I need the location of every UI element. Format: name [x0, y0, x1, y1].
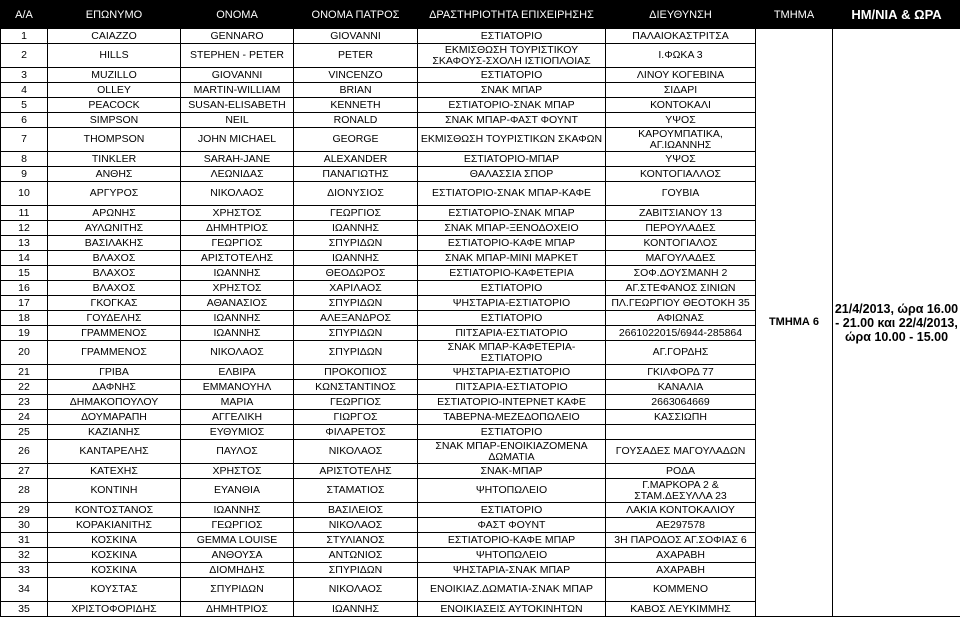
father-name-cell: ΓΙΩΡΓΟΣ	[294, 410, 418, 425]
activity-cell: ΣΝΑΚ ΜΠΑΡ-ΕΝΟΙΚΙΑΖΟΜΕΝΑ ΔΩΜΑΤΙΑ	[418, 440, 606, 464]
surname-cell: MUZILLO	[48, 68, 181, 83]
address-cell: ΑΧΑΡΑΒΗ	[606, 563, 756, 578]
name-cell: ΝΙΚΟΛΑΟΣ	[181, 341, 294, 365]
name-cell: ΓΕΩΡΓΙΟΣ	[181, 236, 294, 251]
surname-cell: ΑΥΛΩΝΙΤΗΣ	[48, 221, 181, 236]
row-number: 6	[1, 113, 48, 128]
father-name-cell: ΣΠΥΡΙΔΩΝ	[294, 296, 418, 311]
row-number: 10	[1, 182, 48, 206]
activity-cell: ΕΣΤΙΑΤΟΡΙΟ-ΣΝΑΚ ΜΠΑΡ	[418, 98, 606, 113]
name-cell: ΓΕΩΡΓΙΟΣ	[181, 518, 294, 533]
activity-cell: ΕΣΤΙΑΤΟΡΙΟ	[418, 29, 606, 44]
father-name-cell: KENNETH	[294, 98, 418, 113]
header-department: ΤΜΗΜΑ	[756, 1, 833, 29]
address-cell: Γ.ΜΑΡΚΟΡΑ 2 & ΣΤΑΜ.ΔΕΣΥΛΛΑ 23	[606, 479, 756, 503]
address-cell: Ι.ΦΩΚΑ 3	[606, 44, 756, 68]
name-cell: ΕΛΒΙΡΑ	[181, 365, 294, 380]
surname-cell: ΚΟΣΚΙΝΑ	[48, 533, 181, 548]
row-number: 35	[1, 602, 48, 617]
surname-cell: ΒΛΑΧΟΣ	[48, 281, 181, 296]
surname-cell: CAIAZZO	[48, 29, 181, 44]
address-cell: ΚΟΜΜΕΝΟ	[606, 578, 756, 602]
name-cell: ΙΩΑΝΝΗΣ	[181, 326, 294, 341]
row-number: 33	[1, 563, 48, 578]
row-number: 29	[1, 503, 48, 518]
name-cell: ΠΑΥΛΟΣ	[181, 440, 294, 464]
header-father-name: ΟΝΟΜΑ ΠΑΤΡΟΣ	[294, 1, 418, 29]
address-cell: ΑΓ.ΓΟΡΔΗΣ	[606, 341, 756, 365]
surname-cell: ΚΑΝΤΑΡΕΛΗΣ	[48, 440, 181, 464]
header-address: ΔΙΕΥΘΥΝΣΗ	[606, 1, 756, 29]
address-cell: ΚΟΝΤΟΓΙΑΛΟΣ	[606, 236, 756, 251]
row-number: 18	[1, 311, 48, 326]
name-cell: ΜΑΡΙΑ	[181, 395, 294, 410]
row-number: 21	[1, 365, 48, 380]
surname-cell: THOMPSON	[48, 128, 181, 152]
address-cell: ΠΛ.ΓΕΩΡΓΙΟΥ ΘΕΟΤΟΚΗ 35	[606, 296, 756, 311]
department-cell: ΤΜΗΜΑ 6	[756, 29, 833, 617]
name-cell: GENNARO	[181, 29, 294, 44]
father-name-cell: ΣΤΑΜΑΤΙΟΣ	[294, 479, 418, 503]
name-cell: ΙΩΑΝΝΗΣ	[181, 266, 294, 281]
name-cell: ΑΘΑΝΑΣΙΟΣ	[181, 296, 294, 311]
activity-cell: ΣΝΑΚ-ΜΠΑΡ	[418, 464, 606, 479]
father-name-cell: ΣΠΥΡΙΔΩΝ	[294, 341, 418, 365]
activity-cell: ΨΗΣΤΑΡΙΑ-ΕΣΤΙΑΤΟΡΙΟ	[418, 365, 606, 380]
row-number: 4	[1, 83, 48, 98]
row-number: 19	[1, 326, 48, 341]
row-number: 7	[1, 128, 48, 152]
father-name-cell: ALEXANDER	[294, 152, 418, 167]
table-body	[1, 29, 960, 617]
father-name-cell: ΓΕΩΡΓΙΟΣ	[294, 206, 418, 221]
activity-cell: ΣΝΑΚ ΜΠΑΡ-ΦΑΣΤ ΦΟΥΝΤ	[418, 113, 606, 128]
name-cell: ΑΡΙΣΤΟΤΕΛΗΣ	[181, 251, 294, 266]
name-cell: ΕΜΜΑΝΟΥΗΛ	[181, 380, 294, 395]
address-cell: ΠΕΡΟΥΛΑΔΕΣ	[606, 221, 756, 236]
address-cell: ΛΙΝΟΥ ΚΟΓΕΒΙΝΑ	[606, 68, 756, 83]
surname-cell: ΚΑΖΙΑΝΗΣ	[48, 425, 181, 440]
father-name-cell: ΝΙΚΟΛΑΟΣ	[294, 578, 418, 602]
row-number: 17	[1, 296, 48, 311]
address-cell: ΓΚΙΛΦΟΡΔ 77	[606, 365, 756, 380]
name-cell: ΑΝΘΟΥΣΑ	[181, 548, 294, 563]
row-number: 1	[1, 29, 48, 44]
address-cell: ΥΨΟΣ	[606, 113, 756, 128]
father-name-cell: GEORGE	[294, 128, 418, 152]
activity-cell: ΣΝΑΚ ΜΠΑΡ-ΚΑΦΕΤΕΡΙΑ-ΕΣΤΙΑΤΟΡΙΟ	[418, 341, 606, 365]
row-number: 14	[1, 251, 48, 266]
row-number: 32	[1, 548, 48, 563]
father-name-cell: ΣΠΥΡΙΔΩΝ	[294, 236, 418, 251]
activity-cell: ΕΣΤΙΑΤΟΡΙΟ-ΚΑΦΕ ΜΠΑΡ	[418, 533, 606, 548]
surname-cell: ΒΛΑΧΟΣ	[48, 251, 181, 266]
address-cell: 2661022015/6944-285864	[606, 326, 756, 341]
activity-cell: ΕΣΤΙΑΤΟΡΙΟ-ΚΑΦΕΤΕΡΙΑ	[418, 266, 606, 281]
header-name: ΟΝΟΜΑ	[181, 1, 294, 29]
address-cell: ΓΟΥΒΙΑ	[606, 182, 756, 206]
father-name-cell: BRIAN	[294, 83, 418, 98]
activity-cell: ΨΗΤΟΠΩΛΕΙΟ	[418, 479, 606, 503]
activity-cell: ΠΙΤΣΑΡΙΑ-ΕΣΤΙΑΤΟΡΙΟ	[418, 380, 606, 395]
surname-cell: ΔΟΥΜΑΡΑΠΗ	[48, 410, 181, 425]
father-name-cell: ΧΑΡΙΛΑΟΣ	[294, 281, 418, 296]
row-number: 20	[1, 341, 48, 365]
surname-cell: ΔΗΜΑΚΟΠΟΥΛΟΥ	[48, 395, 181, 410]
address-cell: ΖΑΒΙΤΣΙΑΝΟΥ 13	[606, 206, 756, 221]
row-number: 12	[1, 221, 48, 236]
row-number: 28	[1, 479, 48, 503]
surname-cell: PEACOCK	[48, 98, 181, 113]
name-cell: ΔΙΟΜΗΔΗΣ	[181, 563, 294, 578]
activity-cell: ΨΗΣΤΑΡΙΑ-ΣΝΑΚ ΜΠΑΡ	[418, 563, 606, 578]
activity-cell: ΕΣΤΙΑΤΟΡΙΟ-ΙΝΤΕΡΝΕΤ ΚΑΦΕ	[418, 395, 606, 410]
address-cell: ΣΟΦ.ΔΟΥΣΜΑΝΗ 2	[606, 266, 756, 281]
name-cell: ΑΓΓΕΛΙΚΗ	[181, 410, 294, 425]
surname-cell: ΚΟΝΤΟΣΤΑΝΟΣ	[48, 503, 181, 518]
activity-cell: ΕΚΜΙΣΘΩΣΗ ΤΟΥΡΙΣΤΙΚΟΥ ΣΚΑΦΟΥΣ-ΣΧΟΛΗ ΙΣΤΙΟΠΛΟΙΑΣ	[418, 44, 606, 68]
row-number: 30	[1, 518, 48, 533]
activity-cell: ΣΝΑΚ ΜΠΑΡ-ΞΕΝΟΔΟΧΕΙΟ	[418, 221, 606, 236]
header-aa: Α/Α	[1, 1, 48, 29]
surname-cell: ΔΑΦΝΗΣ	[48, 380, 181, 395]
row-number: 27	[1, 464, 48, 479]
address-cell: ΜΑΓΟΥΛΑΔΕΣ	[606, 251, 756, 266]
father-name-cell: ΔΙΟΝΥΣΙΟΣ	[294, 182, 418, 206]
address-cell: ΣΙΔΑΡΙ	[606, 83, 756, 98]
activity-cell: ΘΑΛΑΣΣΙΑ ΣΠΟΡ	[418, 167, 606, 182]
name-cell: ΛΕΩΝΙΔΑΣ	[181, 167, 294, 182]
address-cell: ΛΑΚΙΑ ΚΟΝΤΟΚΑΛΙΟΥ	[606, 503, 756, 518]
father-name-cell: ΠΡΟΚΟΠΙΟΣ	[294, 365, 418, 380]
row-number: 31	[1, 533, 48, 548]
row-number: 23	[1, 395, 48, 410]
address-cell: ΑΧΑΡΑΒΗ	[606, 548, 756, 563]
address-cell: ΚΑΝΑΛΙΑ	[606, 380, 756, 395]
name-cell: ΧΡΗΣΤΟΣ	[181, 206, 294, 221]
father-name-cell: ΑΡΙΣΤΟΤΕΛΗΣ	[294, 464, 418, 479]
row-number: 13	[1, 236, 48, 251]
surname-cell: ΑΝΘΗΣ	[48, 167, 181, 182]
header-activity: ΔΡΑΣΤΗΡΙΟΤΗΤΑ ΕΠΙΧΕΙΡΗΣΗΣ	[418, 1, 606, 29]
address-cell: ΑΕ297578	[606, 518, 756, 533]
activity-cell: ΨΗΣΤΑΡΙΑ-ΕΣΤΙΑΤΟΡΙΟ	[418, 296, 606, 311]
name-cell: ΕΥΘΥΜΙΟΣ	[181, 425, 294, 440]
father-name-cell: GIOVANNI	[294, 29, 418, 44]
row-number: 15	[1, 266, 48, 281]
name-cell: ΝΙΚΟΛΑΟΣ	[181, 182, 294, 206]
surname-cell: HILLS	[48, 44, 181, 68]
surname-cell: ΓΡΑΜΜΕΝΟΣ	[48, 326, 181, 341]
surname-cell: ΧΡΙΣΤΟΦΟΡΙΔΗΣ	[48, 602, 181, 617]
surname-cell: ΚΟΥΣΤΑΣ	[48, 578, 181, 602]
surname-cell: ΒΑΣΙΛΑΚΗΣ	[48, 236, 181, 251]
address-cell: ΑΓ.ΣΤΕΦΑΝΟΣ ΣΙΝΙΩΝ	[606, 281, 756, 296]
name-cell: ΙΩΑΝΝΗΣ	[181, 311, 294, 326]
address-cell: 3Η ΠΑΡΟΔΟΣ ΑΓ.ΣΟΦΙΑΣ 6	[606, 533, 756, 548]
activity-cell: ΕΝΟΙΚΙΑΖ.ΔΩΜΑΤΙΑ-ΣΝΑΚ ΜΠΑΡ	[418, 578, 606, 602]
address-cell: ΠΑΛΑΙΟΚΑΣΤΡΙΤΣΑ	[606, 29, 756, 44]
row-number: 11	[1, 206, 48, 221]
row-number: 34	[1, 578, 48, 602]
activity-cell: ΕΣΤΙΑΤΟΡΙΟ	[418, 503, 606, 518]
address-cell: ΚΑΡΟΥΜΠΑΤΙΚΑ, ΑΓ.ΙΩΑΝΝΗΣ	[606, 128, 756, 152]
father-name-cell: ΝΙΚΟΛΑΟΣ	[294, 518, 418, 533]
address-cell: ΚΟΝΤΟΚΑΛΙ	[606, 98, 756, 113]
table-row	[1, 29, 960, 44]
name-cell: MARTIN-WILLIAM	[181, 83, 294, 98]
activity-cell: ΦΑΣΤ ΦΟΥΝΤ	[418, 518, 606, 533]
activity-cell: ΕΣΤΙΑΤΟΡΙΟ-ΚΑΦΕ ΜΠΑΡ	[418, 236, 606, 251]
header-surname: ΕΠΩΝΥΜΟ	[48, 1, 181, 29]
father-name-cell: RONALD	[294, 113, 418, 128]
address-cell	[606, 425, 756, 440]
surname-cell: ΚΟΣΚΙΝΑ	[48, 563, 181, 578]
father-name-cell: PETER	[294, 44, 418, 68]
activity-cell: ΣΝΑΚ ΜΠΑΡ	[418, 83, 606, 98]
father-name-cell: ΣΠΥΡΙΔΩΝ	[294, 563, 418, 578]
name-cell: ΧΡΗΣΤΟΣ	[181, 464, 294, 479]
name-cell: ΙΩΑΝΝΗΣ	[181, 503, 294, 518]
row-number: 8	[1, 152, 48, 167]
activity-cell: ΕΣΤΙΑΤΟΡΙΟ	[418, 425, 606, 440]
surname-cell: ΓΚΟΓΚΑΣ	[48, 296, 181, 311]
activity-cell: ΕΣΤΙΑΤΟΡΙΟ-ΣΝΑΚ ΜΠΑΡ-ΚΑΦΕ	[418, 182, 606, 206]
name-cell: NEIL	[181, 113, 294, 128]
father-name-cell: ΣΤΥΛΙΑΝΟΣ	[294, 533, 418, 548]
name-cell: ΧΡΗΣΤΟΣ	[181, 281, 294, 296]
header-row	[1, 1, 960, 29]
activity-cell: ΕΣΤΙΑΤΟΡΙΟ-ΣΝΑΚ ΜΠΑΡ	[418, 206, 606, 221]
address-cell: ΥΨΟΣ	[606, 152, 756, 167]
row-number: 26	[1, 440, 48, 464]
activity-cell: ΕΣΤΙΑΤΟΡΙΟ	[418, 281, 606, 296]
address-cell: ΚΑΒΟΣ ΛΕΥΚΙΜΜΗΣ	[606, 602, 756, 617]
activity-cell: ΕΝΟΙΚΙΑΣΕΙΣ ΑΥΤΟΚΙΝΗΤΩΝ	[418, 602, 606, 617]
surname-cell: ΓΡΑΜΜΕΝΟΣ	[48, 341, 181, 365]
address-cell: ΓΟΥΣΑΔΕΣ ΜΑΓΟΥΛΑΔΩΝ	[606, 440, 756, 464]
name-cell: SARAH-JANE	[181, 152, 294, 167]
activity-cell: ΨΗΤΟΠΩΛΕΙΟ	[418, 548, 606, 563]
activity-cell: ΕΣΤΙΑΤΟΡΙΟ-ΜΠΑΡ	[418, 152, 606, 167]
name-cell: ΔΗΜΗΤΡΙΟΣ	[181, 602, 294, 617]
father-name-cell: VINCENZO	[294, 68, 418, 83]
activity-cell: ΕΚΜΙΣΘΩΣΗ ΤΟΥΡΙΣΤΙΚΩΝ ΣΚΑΦΩΝ	[418, 128, 606, 152]
address-cell: 2663064669	[606, 395, 756, 410]
activity-cell: ΣΝΑΚ ΜΠΑΡ-ΜΙΝΙ ΜΑΡΚΕΤ	[418, 251, 606, 266]
surname-cell: ΓΡΙΒΑ	[48, 365, 181, 380]
name-cell: ΔΗΜΗΤΡΙΟΣ	[181, 221, 294, 236]
activity-cell: ΕΣΤΙΑΤΟΡΙΟ	[418, 68, 606, 83]
row-number: 9	[1, 167, 48, 182]
row-number: 22	[1, 380, 48, 395]
surname-cell: ΚΑΤΕΧΗΣ	[48, 464, 181, 479]
address-cell: ΚΟΝΤΟΓΙΑΛΛΟΣ	[606, 167, 756, 182]
row-number: 2	[1, 44, 48, 68]
row-number: 3	[1, 68, 48, 83]
father-name-cell: ΓΕΩΡΓΙΟΣ	[294, 395, 418, 410]
father-name-cell: ΑΝΤΩΝΙΟΣ	[294, 548, 418, 563]
father-name-cell: ΝΙΚΟΛΑΟΣ	[294, 440, 418, 464]
father-name-cell: ΙΩΑΝΝΗΣ	[294, 602, 418, 617]
father-name-cell: ΒΑΣΙΛΕΙΟΣ	[294, 503, 418, 518]
father-name-cell: ΘΕΟΔΩΡΟΣ	[294, 266, 418, 281]
father-name-cell: ΚΩΝΣΤΑΝΤΙΝΟΣ	[294, 380, 418, 395]
name-cell: ΕΥΑΝΘΙΑ	[181, 479, 294, 503]
surname-cell: ΚΟΣΚΙΝΑ	[48, 548, 181, 563]
surname-cell: SIMPSON	[48, 113, 181, 128]
activity-cell: ΠΙΤΣΑΡΙΑ-ΕΣΤΙΑΤΟΡΙΟ	[418, 326, 606, 341]
address-cell: ΡΟΔΑ	[606, 464, 756, 479]
datetime-cell: 21/4/2013, ώρα 16.00 - 21.00 και 22/4/2013, ώρα 10.00 - 15.00	[833, 29, 960, 617]
name-cell: ΣΠΥΡΙΔΩΝ	[181, 578, 294, 602]
surname-cell: ΚΟΝΤΙΝΗ	[48, 479, 181, 503]
address-cell: ΑΦΙΩΝΑΣ	[606, 311, 756, 326]
name-cell: JOHN MICHAEL	[181, 128, 294, 152]
activity-cell: ΤΑΒΕΡΝΑ-ΜΕΖΕΔΟΠΩΛΕΙΟ	[418, 410, 606, 425]
row-number: 24	[1, 410, 48, 425]
name-cell: GEMMA LOUISE	[181, 533, 294, 548]
row-number: 5	[1, 98, 48, 113]
father-name-cell: ΦΙΛΑΡΕΤΟΣ	[294, 425, 418, 440]
row-number: 16	[1, 281, 48, 296]
father-name-cell: ΣΠΥΡΙΔΩΝ	[294, 326, 418, 341]
activity-cell: ΕΣΤΙΑΤΟΡΙΟ	[418, 311, 606, 326]
father-name-cell: ΙΩΑΝΝΗΣ	[294, 251, 418, 266]
name-cell: GIOVANNI	[181, 68, 294, 83]
surname-cell: TINKLER	[48, 152, 181, 167]
surname-cell: ΒΛΑΧΟΣ	[48, 266, 181, 281]
father-name-cell: ΑΛΕΞΑΝΔΡΟΣ	[294, 311, 418, 326]
father-name-cell: ΠΑΝΑΓΙΩΤΗΣ	[294, 167, 418, 182]
name-cell: SUSAN-ELISABETH	[181, 98, 294, 113]
name-cell: STEPHEN - PETER	[181, 44, 294, 68]
surname-cell: ΚΟΡΑΚΙΑΝΙΤΗΣ	[48, 518, 181, 533]
surname-cell: OLLEY	[48, 83, 181, 98]
address-cell: ΚΑΣΣΙΩΠΗ	[606, 410, 756, 425]
header-datetime: ΗΜ/ΝΙΑ & ΩΡΑ	[833, 1, 960, 29]
surname-cell: ΑΡΩΝΗΣ	[48, 206, 181, 221]
row-number: 25	[1, 425, 48, 440]
surname-cell: ΑΡΓΥΡΟΣ	[48, 182, 181, 206]
father-name-cell: ΙΩΑΝΝΗΣ	[294, 221, 418, 236]
surname-cell: ΓΟΥΔΕΛΗΣ	[48, 311, 181, 326]
